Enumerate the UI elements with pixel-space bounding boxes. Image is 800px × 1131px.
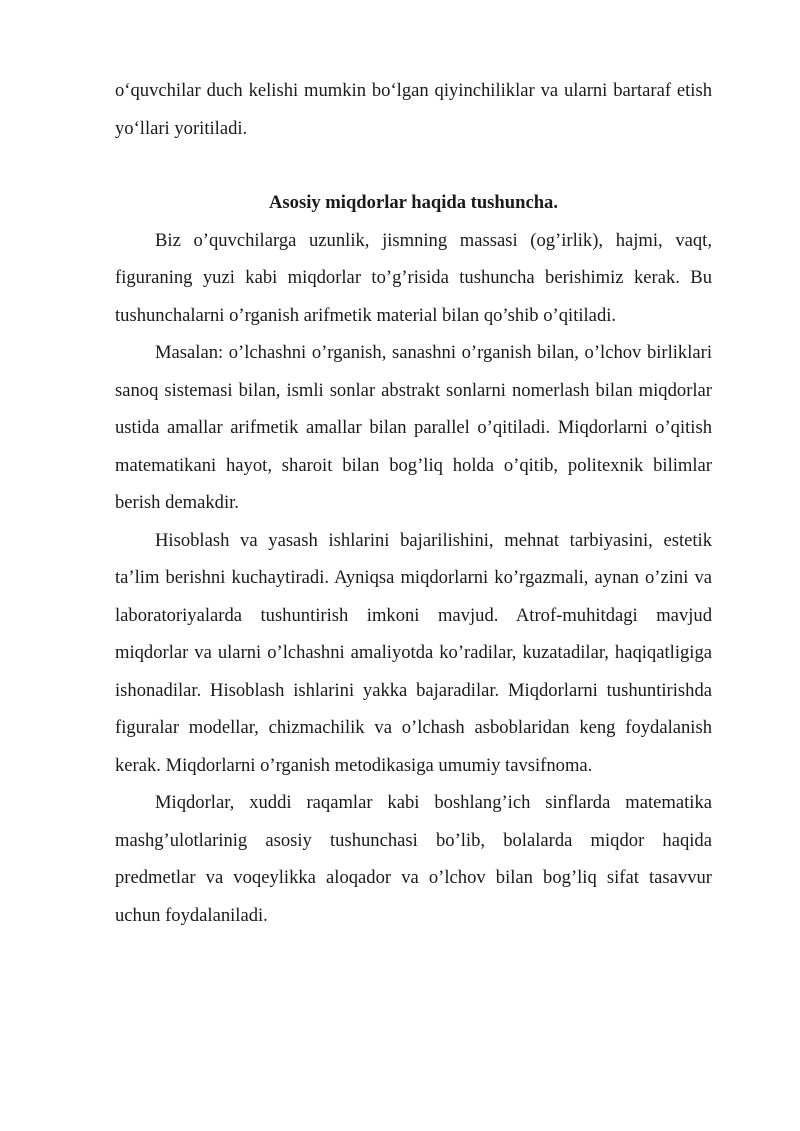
body-paragraph: Biz o’quvchilarga uzunlik, jismning massasi (og’irlik), hajmi, vaqt, figuraning yuzi kabi miqdorlar to’g’risida tushuncha berishimiz kerak. Bu tushunchalarni o’rganish arifmetik material bilan qo’shib o’qitiladi. — [115, 229, 712, 326]
body-paragraph: Miqdorlar, xuddi raqamlar kabi boshlang’ich sinflarda matematika mashg’ulotlarinig asosiy tushunchasi bo’lib, bolalarda miqdor haqida predmetlar va voqeylikka aloqador va o’lchov bilan bog’liq sifat tasavvur uchun foydalaniladi. — [115, 792, 712, 926]
body-paragraph: Hisoblash va yasash ishlarini bajarilishini, mehnat tarbiyasini, estetik ta’lim berishni kuchaytiradi. Ayniqsa miqdorlarni ko’rgazmali, aynan o’zini va laboratoriyalarda tushuntirish imkoni mavjud. Atrof-muhitdagi mavjud miqdorlar va ularni o’lchashni amaliyotda ko’radilar, kuzatadilar, haqiqatligiga ishonadilar. Hisoblash ishlarini yakka bajaradilar. Miqdorlarni tushuntirishda figuralar modellar, chizmachilik va o’lchash asboblaridan keng foydalanish kerak. Miqdorlarni o’rganish metodikasiga umumiy tavsifnoma. — [115, 529, 712, 776]
body-paragraph: Masalan: o’lchashni o’rganish, sanashni o’rganish bilan, o’lchov birliklari sanoq sistemasi bilan, ismli sonlar abstrakt sonlarni nomerlash bilan miqdorlar ustida amallar arifmetik amallar bilan parallel o’qitiladi. Miqdorlarni o’qitish matematikani hayot, sharoit bilan bog’liq holda o’qitib, politexnik bilimlar berish demakdir. — [115, 342, 712, 513]
section-heading: Asosiy miqdorlar haqida tushuncha. — [269, 192, 558, 213]
intro-paragraph: o‘quvchilar duch kelishi mumkin bo‘lgan qiyinchiliklar va ularni bartaraf etish yo‘llari yoritiladi. — [115, 80, 712, 139]
document-page — [115, 72, 712, 934]
